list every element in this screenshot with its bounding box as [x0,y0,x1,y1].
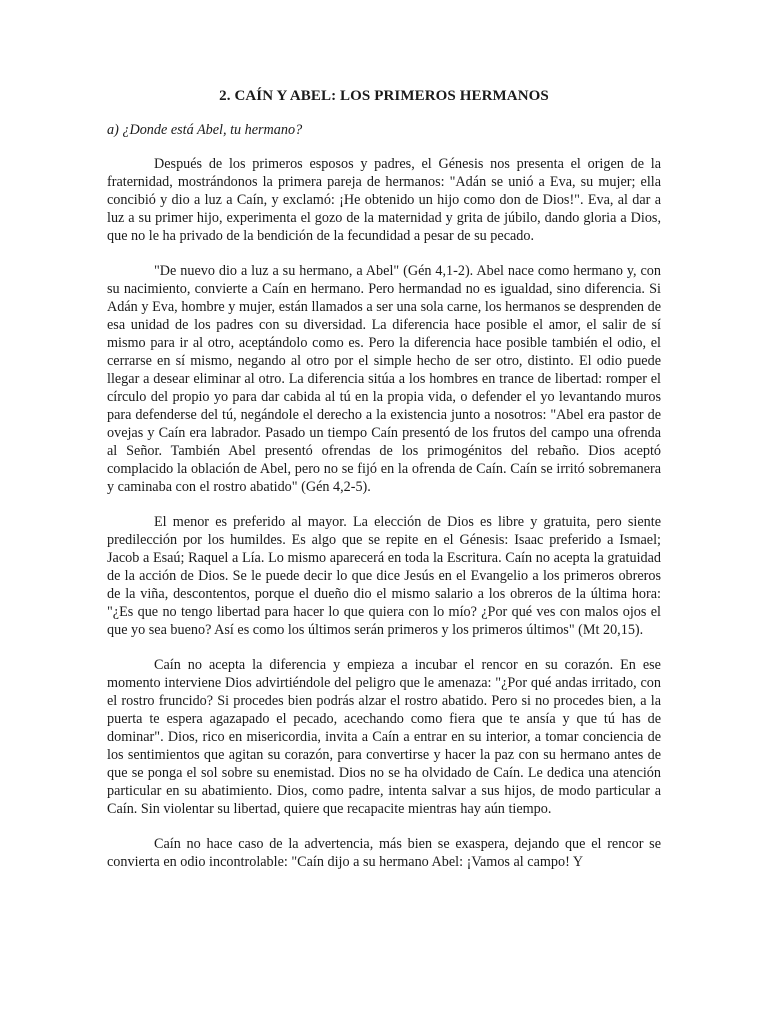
paragraph-5: Caín no hace caso de la advertencia, más bien se exaspera, dejando que el rencor se convierta en odio incontrolable: "Caín dijo a su hermano Abel: ¡Vamos al campo! Y [107,836,661,870]
paragraph-3: El menor es preferido al mayor. La elección de Dios es libre y gratuita, pero siente predilección por los humildes. Es algo que se repite en el Génesis: Isaac preferido a Ismael; Jacob a Esaú; Raquel a Lía. Lo mismo aparecerá en toda la Escritura. Caín no acepta la gratuidad de la acción de Dios. Se le puede decir lo que dice Jesús en el Evangelio a los primeros obreros de la viña, descontentos, porque el dueño dio el mismo salario a los obreros de la última hora: "¿Es que no tengo libertad para hacer lo que quiera con lo mío? ¿Por qué ves con malos ojos el que yo sea bueno? Así es como los últimos serán primeros y los primeros últimos" (Mt 20,15). [107,514,661,638]
section-heading: a) ¿Donde está Abel, tu hermano? [107,122,303,138]
paragraph-2: "De nuevo dio a luz a su hermano, a Abel" (Gén 4,1-2). Abel nace como hermano y, con su nacimiento, convierte a Caín en hermano. Pero hermandad no es igualdad, sino diferencia. Si Adán y Eva, hombre y mujer, están llamados a ser una sola carne, los hermanos se desprenden de esa unidad de los padres con su diversidad. La diferencia hace posible el amor, el salir de sí mismo para ir al otro, aceptándolo como es. Pero la diferencia hace posible también el odio, el cerrarse en sí mismo, negando al otro por el simple hecho de ser otro, distinto. El odio puede llegar a desear eliminar al otro. La diferencia sitúa a los hombres en trance de libertad: romper el círculo del propio yo para dar cabida al tú en la propia vida, o defender el yo levantando muros para defenderse del tú, negándole el derecho a la existencia junto a nosotros: "Abel era pastor de ovejas y Caín era labrador. Pasado un tiempo Caín presentó de los frutos del campo una ofrenda al Señor. También Abel presentó ofrendas de los primogénitos del rebaño. Dios aceptó complacido la oblación de Abel, pero no se fijó en la ofrenda de Caín. Caín se irritó sobremanera y caminaba con el rostro abatido" (Gén 4,2-5). [107,263,661,495]
paragraph-1: Después de los primeros esposos y padres, el Génesis nos presenta el origen de la fraternidad, mostrándonos la primera pareja de hermanos: "Adán se unió a Eva, su mujer; ella concibió y dio a luz a Caín, y exclamó: ¡He obtenido un hijo como don de Dios!". Eva, al dar a luz a su primer hijo, experimenta el gozo de la maternidad y grita de júbilo, dando gloria a Dios, que no le ha privado de la bendición de la fecundidad a pesar de su pecado. [107,156,661,244]
paragraph-4: Caín no acepta la diferencia y empieza a incubar el rencor en su corazón. En ese momento interviene Dios advirtiéndole del peligro que le amenaza: "¿Por qué andas irritado, con el rostro fruncido? Si procedes bien podrás alzar el rostro abatido. Pero si no procedes bien, a la puerta te espera agazapado el pecado, acechando como fiera que te ansía y que tú has de dominar". Dios, rico en misericordia, invita a Caín a entrar en su interior, a tomar conciencia de los sentimientos que agitan su corazón, para convertirse y hacer la paz con su hermano antes de que se ponga el sol sobre su enemistad. Dios no se ha olvidado de Caín. Le dedica una atención particular en su abatimiento. Dios, como padre, intenta salvar a sus hijos, de modo particular a Caín. Sin violentar su libertad, quiere que recapacite mientras hay aún tiempo. [107,657,661,817]
document-page [107,88,661,888]
page-title: 2. CAÍN Y ABEL: LOS PRIMEROS HERMANOS [219,88,549,104]
